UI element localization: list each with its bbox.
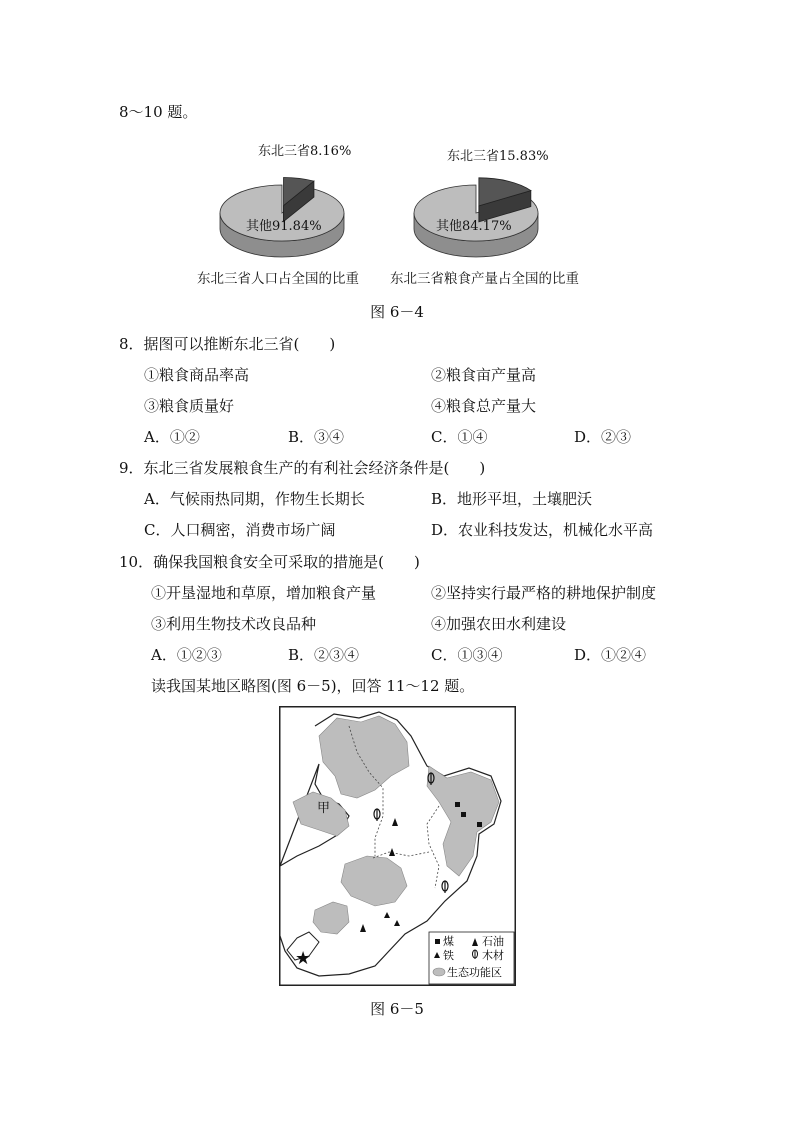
legend-coal-label: 煤 bbox=[443, 935, 454, 948]
question-9-option-d[interactable]: D．农业科技发达，机械化水平高 bbox=[431, 521, 654, 539]
question-8-option-b[interactable]: B．③④ bbox=[288, 428, 345, 446]
legend-eco-label: 生态功能区 bbox=[447, 966, 502, 979]
question-8-stem: 8．据图可以推断东北三省( ) bbox=[119, 335, 336, 353]
question-10-statement-4: ④加强农田水利建设 bbox=[431, 615, 567, 633]
question-10-statement-3: ③利用生物技术改良品种 bbox=[151, 615, 317, 633]
question-10-stem: 10．确保我国粮食安全可采取的措施是( ) bbox=[119, 553, 420, 571]
question-9-option-c[interactable]: C．人口稠密，消费市场广阔 bbox=[144, 521, 336, 539]
map-legend bbox=[429, 932, 514, 984]
question-9-option-b[interactable]: B．地形平坦，土壤肥沃 bbox=[431, 490, 593, 508]
question-9-stem: 9．东北三省发展粮食生产的有利社会经济条件是( ) bbox=[119, 459, 486, 477]
question-10-option-c[interactable]: C．①③④ bbox=[431, 646, 503, 664]
figure-6-5-caption: 图 6－5 bbox=[370, 1000, 424, 1018]
question-10-statement-2: ②坚持实行最严格的耕地保护制度 bbox=[431, 584, 657, 602]
pie1-subtitle: 东北三省人口占全国的比重 bbox=[197, 271, 359, 287]
capital-star-icon: ★ bbox=[295, 948, 312, 969]
question-8-option-a[interactable]: A．①② bbox=[144, 428, 200, 446]
map-intro: 读我国某地区略图(图 6－5)，回答 11～12 题。 bbox=[151, 677, 475, 695]
legend-eco-icon bbox=[433, 968, 445, 976]
question-8-statement-3: ③粮食质量好 bbox=[144, 397, 235, 415]
region-jia-label: 甲 bbox=[317, 801, 331, 816]
question-8-option-d[interactable]: D．②③ bbox=[574, 428, 632, 446]
pie2-subtitle: 东北三省粮食产量占全国的比重 bbox=[390, 271, 579, 287]
pie2-slice-label: 东北三省15.83% bbox=[447, 149, 549, 164]
pie1-slice-label: 东北三省8.16% bbox=[258, 144, 352, 159]
question-9-option-a[interactable]: A．气候雨热同期，作物生长期长 bbox=[144, 490, 365, 508]
question-10-statement-1: ①开垦湿地和草原，增加粮食产量 bbox=[151, 584, 377, 602]
figure-6-5-map bbox=[279, 706, 516, 986]
legend-timber-label: 木材 bbox=[482, 949, 504, 962]
coal-marker bbox=[477, 822, 482, 827]
coal-marker bbox=[461, 812, 466, 817]
question-8-statement-4: ④粮食总产量大 bbox=[431, 397, 537, 415]
legend-oil-label: 石油 bbox=[482, 935, 504, 948]
pie1-other-label: 其他91.84% bbox=[246, 219, 322, 234]
question-8-option-c[interactable]: C．①④ bbox=[431, 428, 488, 446]
legend-coal-icon bbox=[435, 939, 440, 944]
question-8-statement-2: ②粮食亩产量高 bbox=[431, 366, 537, 384]
figure-6-4-caption: 图 6－4 bbox=[370, 303, 424, 321]
pie2-other-label: 其他84.17% bbox=[436, 219, 512, 234]
question-10-option-b[interactable]: B．②③④ bbox=[288, 646, 360, 664]
intro-text: 8～10 题。 bbox=[119, 103, 198, 121]
question-8-statement-1: ①粮食商品率高 bbox=[144, 366, 250, 384]
coal-marker bbox=[455, 802, 460, 807]
legend-iron-label: 铁 bbox=[443, 949, 454, 962]
question-10-option-d[interactable]: D．①②④ bbox=[574, 646, 647, 664]
question-10-option-a[interactable]: A．①②③ bbox=[151, 646, 222, 664]
